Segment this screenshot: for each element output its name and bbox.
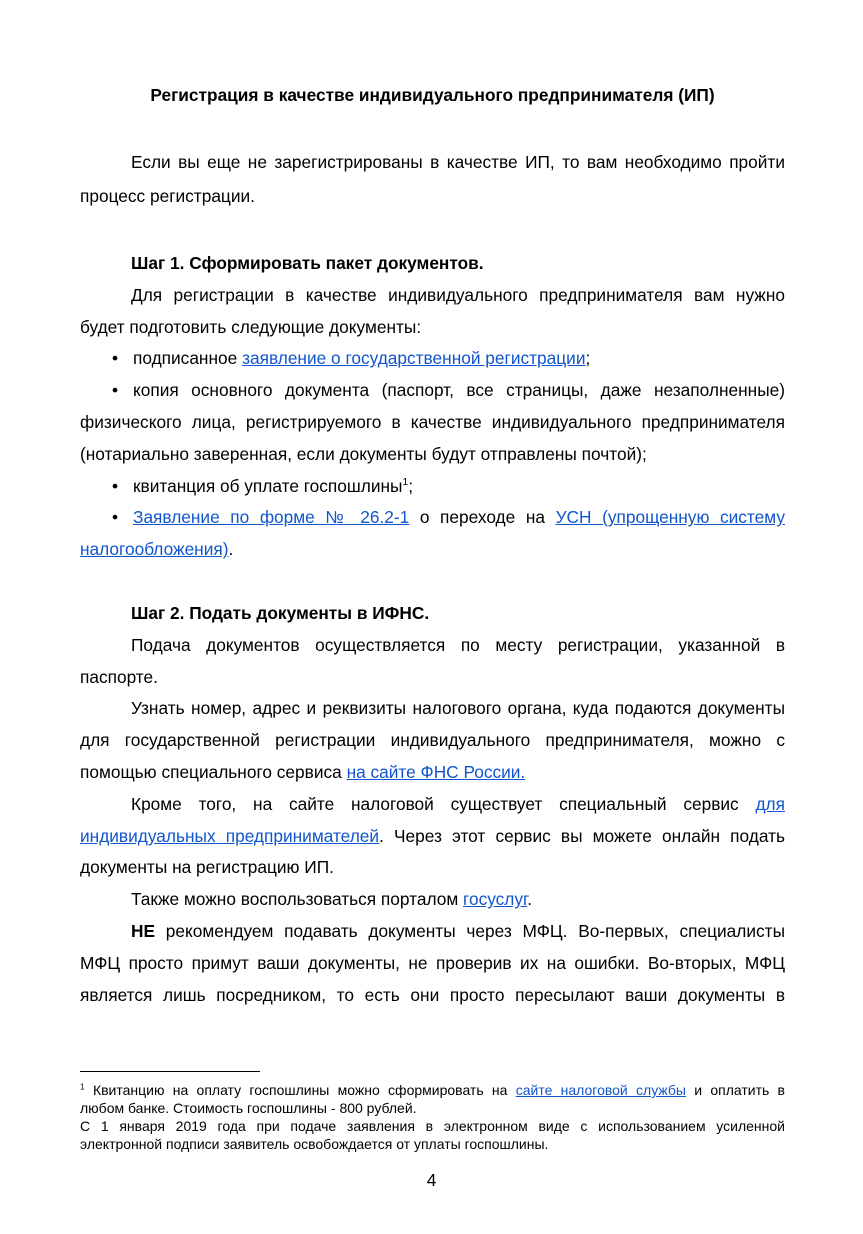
list-item-text: о переходе на [419, 507, 545, 528]
footnote-text: Квитанцию на оплату госпошлины можно сформировать на [92, 1082, 508, 1098]
emphasis-text: НЕ [131, 920, 156, 941]
paragraph-text: . Через этот сервис вы можете онлайн подать [379, 825, 785, 846]
gosuslugi-link[interactable]: госуслуг [463, 889, 528, 910]
paragraph-text: рекомендуем подавать документы через МФЦ. Во-первых, специалисты [165, 920, 785, 941]
bullet-icon: • [112, 507, 119, 528]
punctuation: . [228, 539, 234, 560]
text-line [80, 534, 785, 566]
usn-link[interactable]: УСН (упрощенную систему [555, 507, 785, 528]
usn-link-continued[interactable]: налогообложения) [80, 539, 229, 560]
step1-section [80, 248, 785, 566]
text-line: для государственной регистрации индивидуального предпринимателя, можно с [80, 730, 785, 751]
bullet-icon: • [112, 348, 119, 369]
paragraph-text: Также можно воспользоваться порталом [131, 889, 459, 910]
text-line: будет подготовить следующие документы: [80, 316, 422, 337]
document-title: Регистрация в качестве индивидуального предпринимателя (ИП) [150, 85, 715, 105]
tax-service-link[interactable]: сайте налоговой службы [515, 1082, 686, 1098]
punctuation: ; [408, 475, 414, 496]
footnote-marker: 1 [80, 1081, 85, 1092]
list-item-application [80, 343, 785, 375]
form-26-2-1-link[interactable]: Заявление по форме № 26.2-1 [133, 507, 410, 528]
footnote-line: электронной подписи заявитель освобождается от уплаты госпошлины. [80, 1136, 549, 1152]
page-number: 4 [426, 1170, 437, 1190]
bullet-icon: • [112, 475, 119, 496]
paragraph-text: помощью специального сервиса [80, 761, 342, 782]
step2-heading: Шаг 2. Подать документы в ИФНС. [131, 603, 430, 623]
punctuation: . [527, 889, 533, 910]
text-line: МФЦ просто примут ваши документы, не проверив их на ошибки. Во-вторых, МФЦ [80, 952, 785, 973]
text-line: Узнать номер, адрес и реквизиты налогового органа, куда подаются документы [131, 698, 785, 719]
text-line [80, 916, 785, 948]
fns-site-link[interactable]: на сайте ФНС России. [346, 761, 526, 782]
text-line: процесс регистрации. [80, 186, 255, 206]
text-line [80, 821, 785, 853]
bullet-icon: • [112, 380, 119, 401]
text-line: Для регистрации в качестве индивидуального предпринимателя вам нужно [131, 284, 785, 305]
application-form-link[interactable]: заявление о государственной регистрации [242, 348, 586, 369]
paragraph-text: Кроме того, на сайте налоговой существует специальный сервис [131, 793, 739, 814]
intro-paragraph [80, 145, 785, 213]
footnote-line: С 1 января 2019 года при подаче заявления в электронном виде с использованием усиленной [80, 1118, 785, 1134]
footnote-line [80, 1081, 785, 1099]
list-item-text: копия основного документа (паспорт, все страницы, даже незаполненные) [133, 380, 785, 401]
list-item-receipt [80, 471, 785, 503]
footnotes [80, 1081, 785, 1153]
list-item-usn [80, 502, 785, 534]
list-item-passport [80, 375, 785, 407]
text-line: Если вы еще не зарегистрированы в качестве ИП, то вам необходимо пройти [131, 152, 785, 172]
footnote-separator [80, 1071, 260, 1072]
entrepreneurs-service-link-continued[interactable]: индивидуальных предпринимателей [80, 825, 380, 846]
text-line [80, 789, 785, 821]
text-line: паспорте. [80, 666, 158, 687]
text-line [80, 757, 785, 789]
list-item-text: квитанция об уплате госпошлины [133, 475, 403, 496]
entrepreneurs-service-link[interactable]: для [755, 793, 785, 814]
text-line: является лишь посредником, то есть они просто пересылают ваши документы в [80, 984, 785, 1005]
step2-section [80, 598, 785, 1011]
text-line: документы на регистрацию ИП. [80, 857, 334, 878]
text-line: физического лица, регистрируемого в качестве индивидуального предпринимателя [80, 411, 785, 432]
footnote-reference[interactable]: 1 [402, 476, 409, 488]
text-line: Подача документов осуществляется по месту регистрации, указанной в [131, 634, 785, 655]
step1-heading: Шаг 1. Сформировать пакет документов. [131, 253, 484, 273]
list-item-text: подписанное [133, 348, 238, 369]
footnote-line: любом банке. Стоимость госпошлины - 800 рублей. [80, 1100, 417, 1116]
punctuation: ; [585, 348, 591, 369]
text-line: (нотариально заверенная, если документы будут отправлены почтой); [80, 443, 647, 464]
text-line [80, 884, 785, 916]
footnote-text: и оплатить в [694, 1082, 785, 1098]
